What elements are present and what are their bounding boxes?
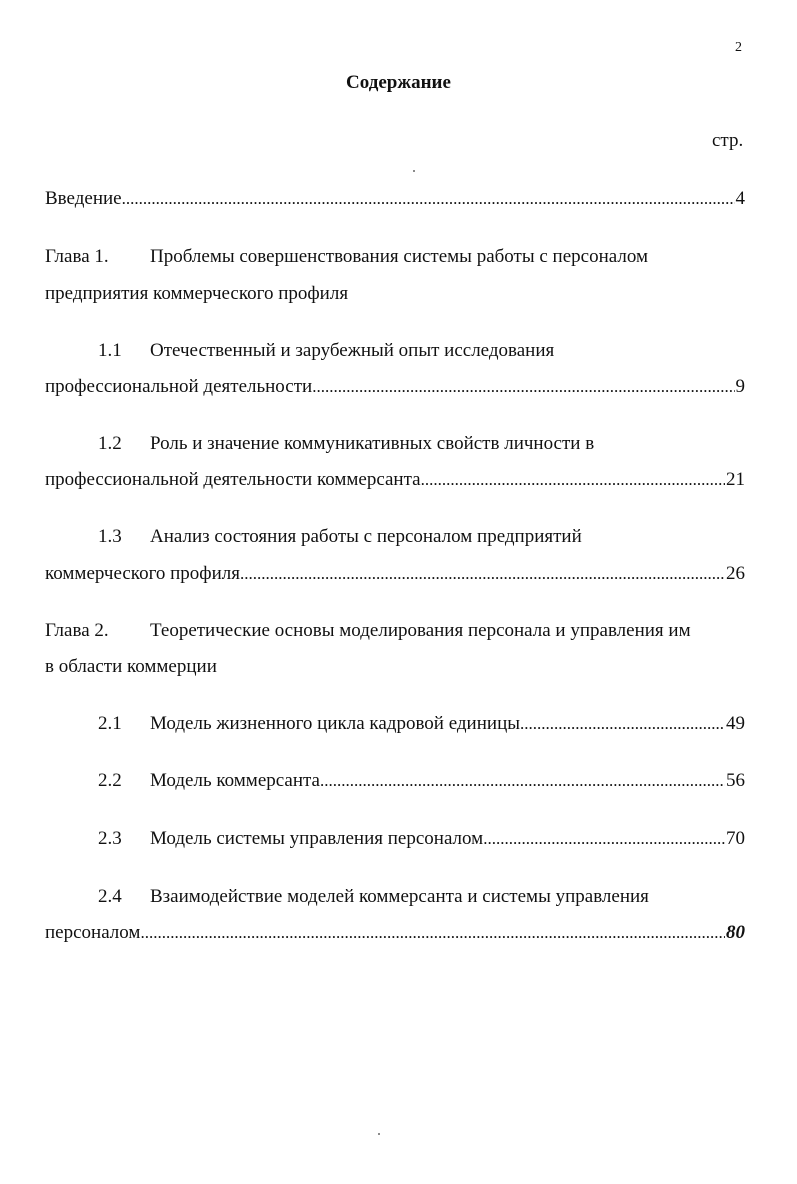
toc-page-number: 26: [726, 563, 745, 584]
toc-entry-text: Модель жизненного цикла кадровой единицы: [150, 713, 520, 734]
toc-entry-1-2: [45, 469, 745, 491]
toc-entry-2-2: [150, 770, 745, 792]
section-2-3-number: 2.3: [98, 828, 122, 849]
toc-entry-2-4: [45, 922, 745, 944]
section-1-3-number: 1.3: [98, 526, 122, 547]
dot-leader: [421, 469, 725, 491]
toc-entry-text: Модель системы управления персоналом: [150, 828, 484, 849]
chapter-1-title: Проблемы совершенствования системы работы с персоналом: [150, 246, 648, 267]
page-column-label: стр.: [712, 130, 744, 151]
toc-entry-1-3: [45, 563, 745, 585]
section-2-1-number: 2.1: [98, 713, 122, 734]
dot-leader: [312, 376, 734, 398]
toc-entry-2-1: [150, 713, 745, 735]
scan-speck: [413, 170, 415, 172]
section-1-1-title: Отечественный и зарубежный опыт исследования: [150, 340, 555, 361]
toc-entry-2-3: [150, 828, 745, 850]
toc-page-number: 49: [726, 713, 745, 734]
toc-entry-text: профессиональной деятельности коммерсанта: [45, 469, 421, 490]
toc-entry-1-1: [45, 376, 745, 398]
section-1-2-title: Роль и значение коммуникативных свойств личности в: [150, 433, 595, 454]
toc-page-number: 80: [726, 922, 745, 943]
toc-page-number: 70: [726, 828, 745, 849]
chapter-2-label: Глава 2.: [45, 620, 109, 641]
toc-entry-text: профессиональной деятельности: [45, 376, 313, 397]
chapter-1-title-cont: предприятия коммерческого профиля: [45, 283, 349, 304]
toc-page-number: 4: [735, 188, 745, 209]
chapter-2-title: Теоретические основы моделирования персонала и управления им: [150, 620, 691, 641]
toc-entry-text: коммерческого профиля: [45, 563, 241, 584]
toc-page-number: 9: [735, 376, 745, 397]
section-2-2-number: 2.2: [98, 770, 122, 791]
toc-page-number: 56: [726, 770, 745, 791]
dot-leader: [122, 188, 735, 210]
section-1-1-number: 1.1: [98, 340, 122, 361]
toc-entry-intro: [45, 188, 745, 210]
section-1-3-title: Анализ состояния работы с персоналом предприятий: [150, 526, 582, 547]
chapter-1-label: Глава 1.: [45, 246, 109, 267]
toc-page-number: 21: [726, 469, 745, 490]
dot-leader: [520, 713, 725, 735]
dot-leader: [483, 828, 725, 850]
toc-entry-text: Модель коммерсанта: [150, 770, 320, 791]
chapter-2-title-cont: в области коммерции: [45, 656, 217, 677]
dot-leader: [140, 922, 725, 944]
section-2-4-number: 2.4: [98, 886, 122, 907]
page-number: 2: [735, 40, 742, 55]
dot-leader: [240, 563, 725, 585]
toc-entry-text: Введение: [45, 188, 122, 209]
section-2-4-title: Взаимодействие моделей коммерсанта и системы управления: [150, 886, 649, 907]
toc-entry-text: персоналом: [45, 922, 141, 943]
dot-leader: [320, 770, 725, 792]
scan-speck: [378, 1133, 380, 1135]
section-1-2-number: 1.2: [98, 433, 122, 454]
page-title: Содержание: [346, 72, 451, 93]
